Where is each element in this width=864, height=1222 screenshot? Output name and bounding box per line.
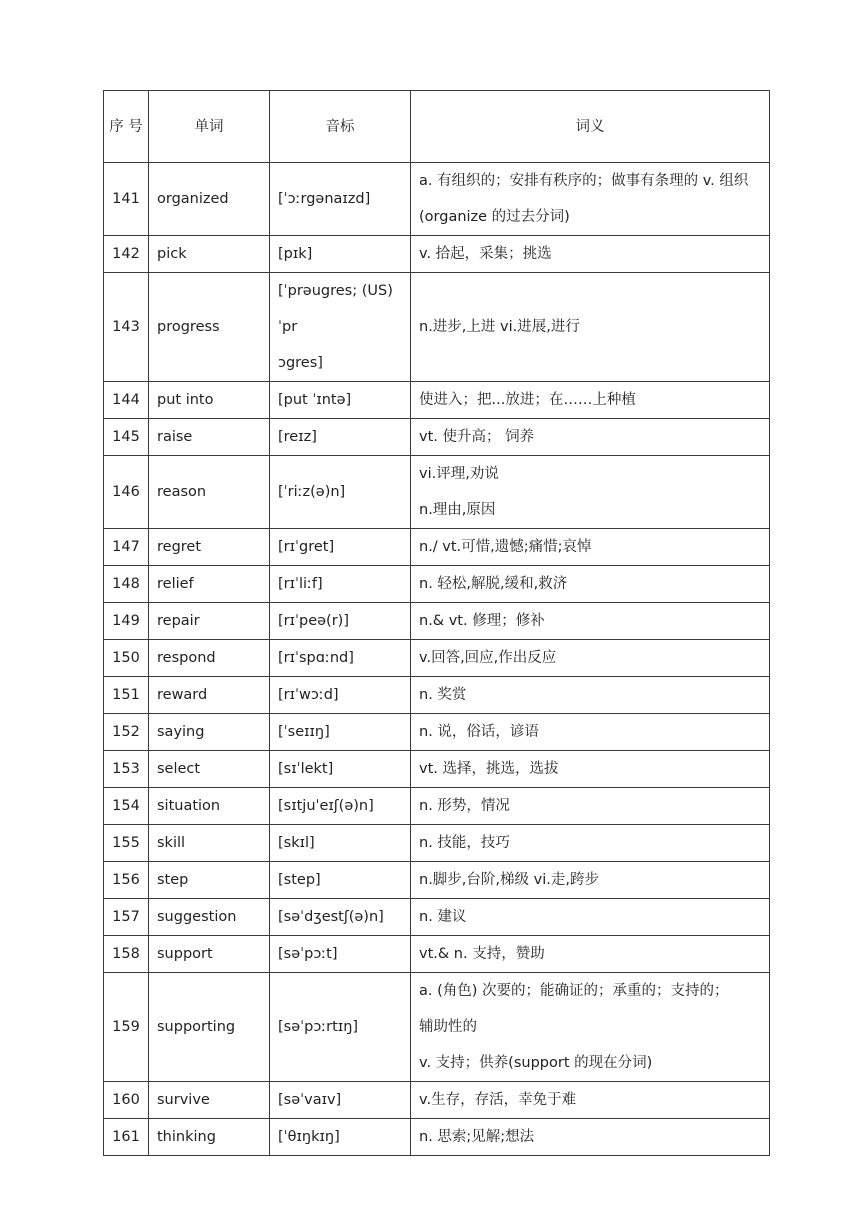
row-meaning-line: n. 技能，技巧 xyxy=(419,835,510,851)
table-row xyxy=(104,899,770,936)
row-word: step xyxy=(149,862,270,899)
row-word: reason xyxy=(149,456,270,529)
row-word: regret xyxy=(149,529,270,566)
row-phonetic xyxy=(270,273,411,382)
row-phonetic: [səˈpɔːrtɪŋ] xyxy=(270,973,411,1082)
row-meaning xyxy=(411,273,770,382)
row-number: 158 xyxy=(104,936,149,973)
table-row xyxy=(104,1119,770,1156)
header-number-line-2: 号 xyxy=(128,118,143,135)
row-phonetic: [sɪˈlekt] xyxy=(270,751,411,788)
table-row xyxy=(104,1082,770,1119)
row-phonetic: [skɪl] xyxy=(270,825,411,862)
table-row xyxy=(104,973,770,1082)
table-row xyxy=(104,273,770,382)
table-row xyxy=(104,382,770,419)
row-meaning-line: (organize 的过去分词) xyxy=(419,209,570,225)
row-meaning-line: n. 说，俗话，谚语 xyxy=(419,724,539,740)
row-word: put into xyxy=(149,382,270,419)
header-number xyxy=(104,91,149,163)
row-phonetic: [rɪˈspɑːnd] xyxy=(270,640,411,677)
row-phonetic: [ˈɔːrgənaɪzd] xyxy=(270,163,411,236)
row-number: 146 xyxy=(104,456,149,529)
row-meaning-line: a. (角色) 次要的；能确证的；承重的；支持的； xyxy=(419,983,729,999)
row-word: relief xyxy=(149,566,270,603)
row-phonetic: [step] xyxy=(270,862,411,899)
table-row xyxy=(104,566,770,603)
table-header xyxy=(104,91,770,163)
row-meaning-line: v. 支持；供养(support 的现在分词) xyxy=(419,1055,653,1071)
row-word: suggestion xyxy=(149,899,270,936)
table-row xyxy=(104,163,770,236)
table-row xyxy=(104,788,770,825)
table-row xyxy=(104,714,770,751)
row-number: 147 xyxy=(104,529,149,566)
row-number: 148 xyxy=(104,566,149,603)
row-number: 141 xyxy=(104,163,149,236)
table-row xyxy=(104,640,770,677)
header-word: 单词 xyxy=(149,91,270,163)
row-number: 151 xyxy=(104,677,149,714)
row-meaning xyxy=(411,419,770,456)
header-meaning: 词义 xyxy=(411,91,770,163)
row-meaning xyxy=(411,714,770,751)
row-meaning-line: n. 形势，情况 xyxy=(419,798,510,814)
row-meaning xyxy=(411,825,770,862)
row-number: 144 xyxy=(104,382,149,419)
row-meaning-line: n. 思索;见解;想法 xyxy=(419,1129,535,1145)
row-word: select xyxy=(149,751,270,788)
row-phonetic: [rɪˈgret] xyxy=(270,529,411,566)
row-meaning xyxy=(411,566,770,603)
row-phonetic: [put ˈɪntə] xyxy=(270,382,411,419)
row-meaning-line: v.回答,回应,作出反应 xyxy=(419,650,557,666)
row-meaning-line: n. 轻松,解脱,缓和,救济 xyxy=(419,576,568,592)
row-meaning xyxy=(411,677,770,714)
row-meaning xyxy=(411,529,770,566)
row-word: organized xyxy=(149,163,270,236)
table-row xyxy=(104,529,770,566)
row-number: 145 xyxy=(104,419,149,456)
row-phonetic: [rɪˈwɔːd] xyxy=(270,677,411,714)
row-word: situation xyxy=(149,788,270,825)
row-meaning-line: n./ vt.可惜,遗憾;痛惜;哀悼 xyxy=(419,539,592,555)
row-meaning xyxy=(411,936,770,973)
row-meaning-line: a. 有组织的；安排有秩序的；做事有条理的 v. 组织 xyxy=(419,173,749,189)
row-phonetic: [rɪˈpeə(r)] xyxy=(270,603,411,640)
row-number: 152 xyxy=(104,714,149,751)
row-word: survive xyxy=(149,1082,270,1119)
row-number: 160 xyxy=(104,1082,149,1119)
row-phonetic: [ˈseɪɪŋ] xyxy=(270,714,411,751)
row-meaning xyxy=(411,640,770,677)
table-body xyxy=(104,163,770,1156)
header-number-line-1: 序 xyxy=(109,118,124,135)
table-row xyxy=(104,751,770,788)
row-word: reward xyxy=(149,677,270,714)
table-row xyxy=(104,236,770,273)
row-number: 157 xyxy=(104,899,149,936)
header-phonetic: 音标 xyxy=(270,91,411,163)
row-number: 143 xyxy=(104,273,149,382)
table-row xyxy=(104,603,770,640)
table-row xyxy=(104,419,770,456)
row-phonetic: [səˈpɔːt] xyxy=(270,936,411,973)
row-meaning xyxy=(411,751,770,788)
header-row xyxy=(104,91,770,163)
table-row xyxy=(104,825,770,862)
row-meaning-line: n. 奖赏 xyxy=(419,687,467,703)
row-meaning xyxy=(411,788,770,825)
row-meaning-line: n.脚步,台阶,梯级 vi.走,跨步 xyxy=(419,872,599,888)
row-meaning-line: vt. 使升高； 饲养 xyxy=(419,429,535,445)
row-meaning-line: v. 拾起，采集；挑选 xyxy=(419,246,552,262)
row-word: skill xyxy=(149,825,270,862)
row-word: repair xyxy=(149,603,270,640)
row-meaning xyxy=(411,862,770,899)
row-word: progress xyxy=(149,273,270,382)
table-row xyxy=(104,936,770,973)
row-number: 153 xyxy=(104,751,149,788)
table-row xyxy=(104,456,770,529)
row-meaning xyxy=(411,382,770,419)
row-number: 154 xyxy=(104,788,149,825)
table-row xyxy=(104,677,770,714)
row-meaning-line: v.生存，存活，幸免于难 xyxy=(419,1092,577,1108)
row-number: 150 xyxy=(104,640,149,677)
row-phonetic-line: [ˈprəugres; (US) ˈpr xyxy=(278,283,393,335)
row-phonetic: [ˈθɪŋkɪŋ] xyxy=(270,1119,411,1156)
row-word: raise xyxy=(149,419,270,456)
row-number: 149 xyxy=(104,603,149,640)
row-phonetic: [ˈriːz(ə)n] xyxy=(270,456,411,529)
row-meaning-line: n. 建议 xyxy=(419,909,467,925)
row-word: support xyxy=(149,936,270,973)
row-phonetic: [reɪz] xyxy=(270,419,411,456)
row-word: saying xyxy=(149,714,270,751)
row-number: 161 xyxy=(104,1119,149,1156)
row-number: 159 xyxy=(104,973,149,1082)
row-phonetic: [səˈdʒestʃ(ə)n] xyxy=(270,899,411,936)
row-word: supporting xyxy=(149,973,270,1082)
row-meaning-line: n.& vt. 修理；修补 xyxy=(419,613,545,629)
row-word: respond xyxy=(149,640,270,677)
row-number: 142 xyxy=(104,236,149,273)
row-meaning xyxy=(411,163,770,236)
row-meaning-line: 使进入；把...放进；在……上种植 xyxy=(419,392,636,408)
row-meaning xyxy=(411,1082,770,1119)
vocabulary-table xyxy=(103,90,770,1156)
row-word: thinking xyxy=(149,1119,270,1156)
row-meaning-line: n.进步,上进 vi.进展,进行 xyxy=(419,319,580,335)
row-meaning-line: 辅助性的 xyxy=(419,1019,477,1035)
table-row xyxy=(104,862,770,899)
row-meaning-line: vi.评理,劝说 xyxy=(419,466,499,482)
row-number: 155 xyxy=(104,825,149,862)
row-number: 156 xyxy=(104,862,149,899)
row-meaning xyxy=(411,973,770,1082)
row-meaning xyxy=(411,603,770,640)
row-meaning-line: vt.& n. 支持，赞助 xyxy=(419,946,545,962)
row-meaning-line: vt. 选择，挑选，选拔 xyxy=(419,761,559,777)
row-phonetic: [sɪtjuˈeɪʃ(ə)n] xyxy=(270,788,411,825)
row-meaning xyxy=(411,456,770,529)
row-phonetic: [pɪk] xyxy=(270,236,411,273)
row-meaning xyxy=(411,1119,770,1156)
row-meaning-line: n.理由,原因 xyxy=(419,502,496,518)
row-meaning xyxy=(411,899,770,936)
row-meaning xyxy=(411,236,770,273)
row-word: pick xyxy=(149,236,270,273)
row-phonetic: [səˈvaɪv] xyxy=(270,1082,411,1119)
row-phonetic-line: ɔgres] xyxy=(278,355,323,371)
row-phonetic: [rɪˈliːf] xyxy=(270,566,411,603)
